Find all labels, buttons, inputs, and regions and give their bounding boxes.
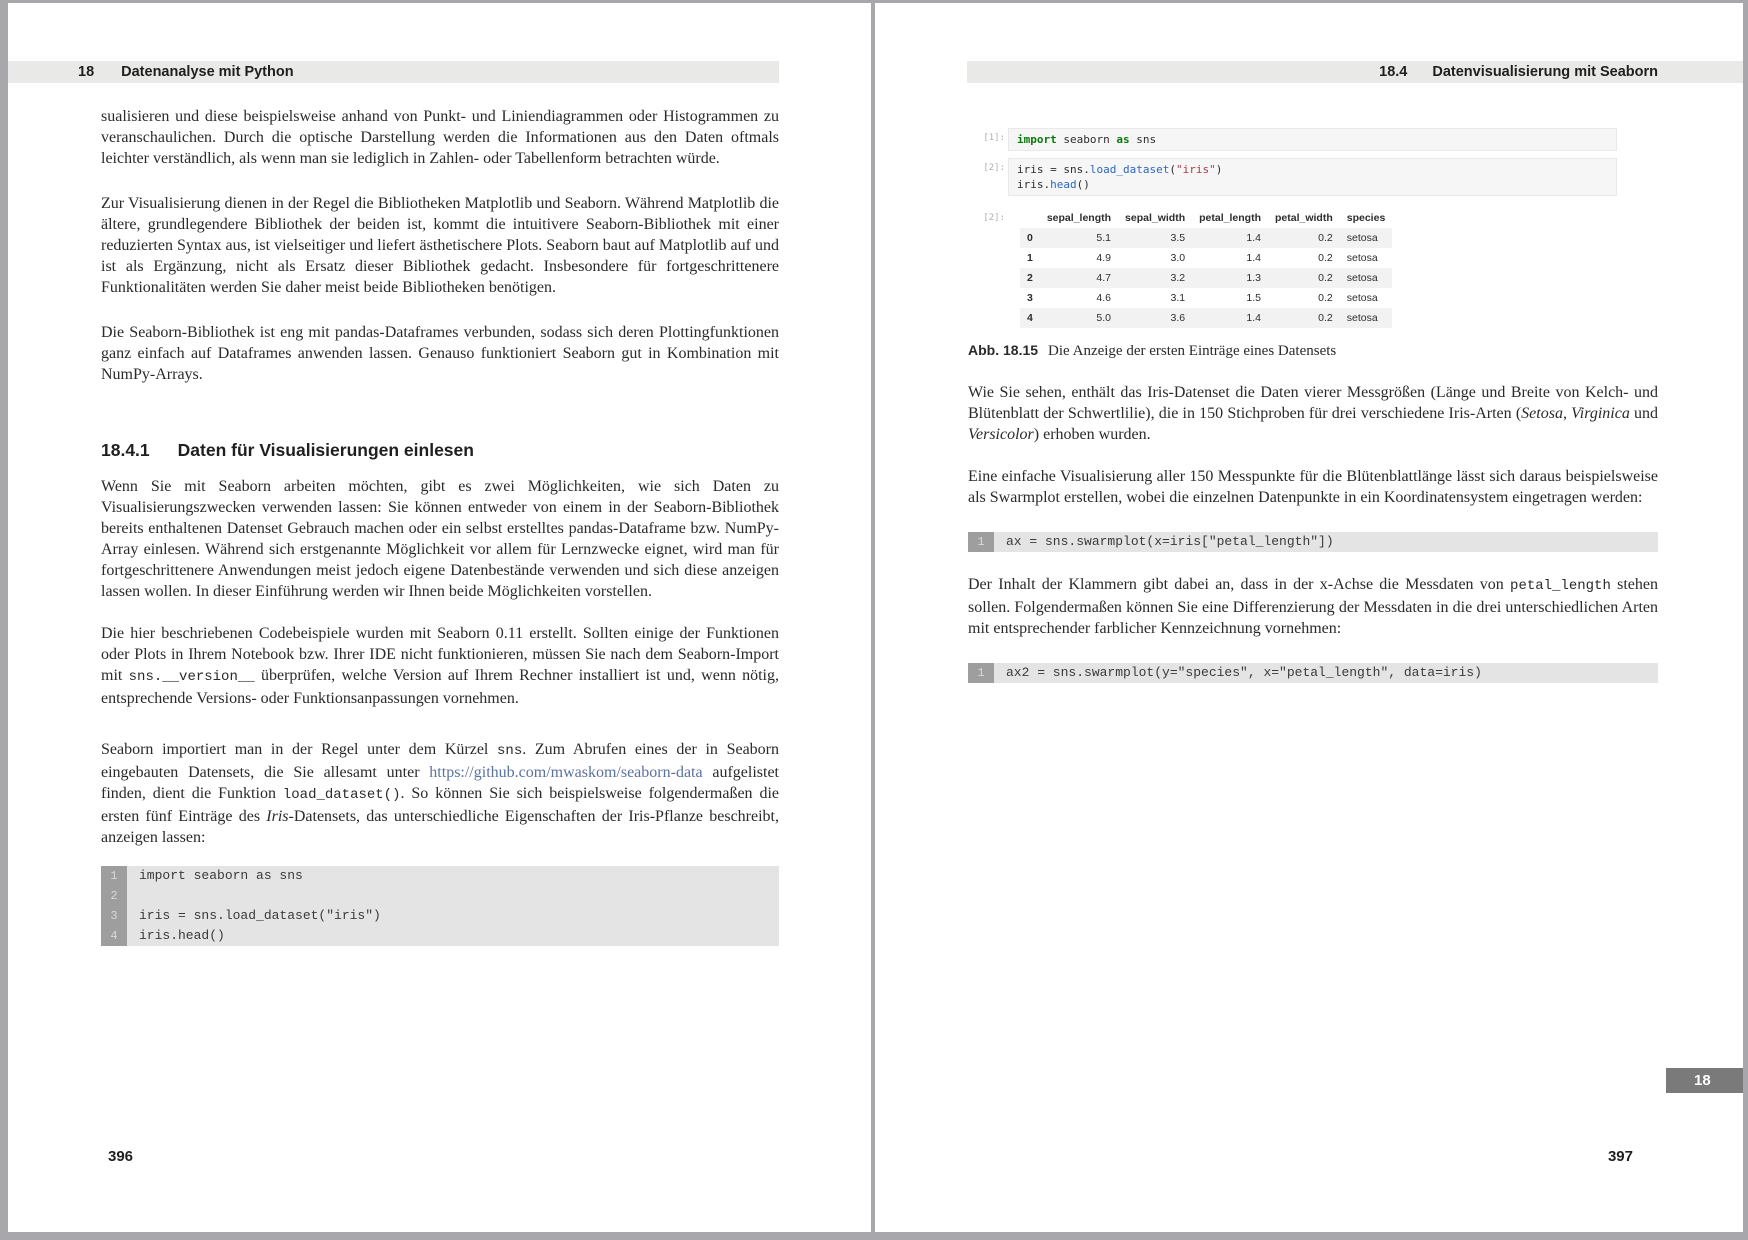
table-row [1020, 228, 1392, 248]
code-listing [101, 866, 779, 946]
column-header: sepal_width [1125, 212, 1186, 224]
table-cell: 1.4 [1246, 232, 1261, 244]
table-cell: 3.5 [1170, 232, 1186, 244]
chapter-title: Datenanalyse mit Python [121, 64, 294, 80]
right-running-header [967, 61, 1743, 83]
table-cell: 0.2 [1318, 252, 1333, 264]
code-cell [1008, 158, 1617, 196]
table-cell: 1.4 [1246, 312, 1261, 324]
column-header: petal_width [1274, 212, 1333, 224]
table-row [1020, 308, 1392, 328]
hyperlink[interactable]: https://github.com/mwaskom/seaborn-data [429, 764, 703, 781]
code-text: iris = sns.load_dataset("iris") [139, 908, 381, 923]
code-line: iris.head() [1017, 178, 1090, 191]
code-line [968, 532, 1658, 552]
code-cell [1008, 128, 1617, 151]
page-number: 397 [1607, 1148, 1633, 1165]
table-cell: setosa [1346, 272, 1378, 284]
output-prompt: [2]: [983, 213, 1005, 223]
left-page [8, 3, 871, 1232]
paragraph: Die Seaborn-Bibliothek ist eng mit pandas-Dataframes verbunden, sodass sich deren Plottingfunktionen ganz einfach auf Dataframes anwenden lassen. Genauso funktioniert Seaborn gut in Kombination mit NumPy-Arrays. [101, 324, 779, 383]
paragraph: Zur Visualisierung dienen in der Regel die Bibliotheken Matplotlib und Seaborn. Während Matplotlib die ältere, grundlegendere Bibliothek der beiden ist, kommt die intuitivere Seaborn-Bibliothek mit einer reduzierten Syntax aus, ist vielseitiger und liefert ästhetischere Plots. Seaborn baut auf Matplotlib auf und ist als Ergänzung, nicht als Ersatz dieser Bibliothek gedacht. Insbesondere für fortgeschrittenere Funktionalitäten werden Sie daher meist beide Bibliotheken benötigen. [101, 195, 779, 296]
code-text [127, 886, 139, 906]
paragraph: Eine einfache Visualisierung aller 150 Messpunkte für die Blütenblattlänge lässt sich daraus beispielsweise als Swarmplot erstellen, wobei die einzelnen Datenpunkte in ein Koordinatensystem eingetragen werden: [968, 468, 1658, 506]
paragraph: Die hier beschriebenen Codebeispiele wurden mit Seaborn 0.11 erstellt. Sollten einige der Funktionen oder Plots in Ihrem Notebook bzw. Ihrer IDE nicht funktionieren, müssen Sie nach dem Seaborn-Import mit sns.__version__ überprüfen, welche Version auf Ihrem Rechner installiert ist und, wenn nötig, entsprechende Versions- oder Funktionsanpassungen vornehmen. [101, 625, 779, 707]
table-cell: setosa [1346, 312, 1378, 324]
section-heading [101, 440, 779, 461]
row-index: 2 [1027, 272, 1033, 284]
table-cell: 1.5 [1246, 292, 1261, 304]
code-text: ax = sns.swarmplot(x=iris["petal_length"]) [1006, 534, 1334, 549]
line-number: 1 [968, 532, 994, 552]
table-row [1020, 288, 1392, 308]
line-number: 1 [968, 663, 994, 683]
dataframe-table [1020, 208, 1392, 328]
table-cell: 0.2 [1318, 272, 1333, 284]
paragraph: Wie Sie sehen, enthält das Iris-Datenset die Daten vierer Messgrößen (Länge und Breite von Kelch- und Blütenblatt der Schwertlilie), die in 150 Stichproben für drei verschiedene Iris-Arten (Setosa, Virginica und Versicolor) erhoben wurden. [968, 384, 1659, 443]
paragraph: Seaborn importiert man in der Regel unter dem Kürzel sns. Zum Abrufen eines der in Seaborn eingebauten Datensets, die Sie allesamt unter https://github.com/mwaskom/seaborn-data aufgelistet finden, dient die Funktion load_dataset(). So können Sie sich beispielsweise folgendermaßen die ersten fünf Einträge des Iris-Datensets, das unterschiedliche Eigenschaften der Iris-Pflanze beschreibt, anzeigen lassen: [101, 741, 780, 846]
line-number: 4 [101, 926, 127, 946]
code-listing [968, 663, 1658, 683]
table-cell: 5.1 [1096, 232, 1112, 244]
table-cell: 4.6 [1096, 292, 1112, 304]
table-header-row [1020, 208, 1392, 228]
table-cell: 3.6 [1170, 312, 1186, 324]
code-text: ax2 = sns.swarmplot(y="species", x="petal_length", data=iris) [1006, 665, 1482, 680]
table-cell: 0.2 [1318, 232, 1333, 244]
code-line [968, 663, 1658, 683]
table-cell: setosa [1346, 252, 1378, 264]
table-cell: 1.3 [1246, 272, 1261, 284]
notebook-output [968, 208, 1658, 328]
row-index: 0 [1027, 232, 1033, 244]
left-text-column [101, 106, 779, 946]
table-cell: 0.2 [1318, 292, 1333, 304]
line-number: 2 [101, 886, 127, 906]
row-index: 1 [1027, 252, 1033, 264]
section-number: 18.4 [1379, 64, 1408, 80]
line-number: 1 [101, 866, 127, 886]
table-cell: 5.0 [1096, 312, 1112, 324]
section-title: Daten für Visualisierungen einlesen [177, 440, 474, 460]
code-listing [968, 532, 1658, 552]
table-cell: 0.2 [1318, 312, 1333, 324]
figure-caption-text: Die Anzeige der ersten Einträge eines Datensets [1048, 343, 1337, 359]
notebook-cell [968, 128, 1658, 151]
paragraph: sualisieren und diese beispielsweise anhand von Punkt- und Liniendiagrammen oder Histogrammen zu veranschaulichen. Durch die optische Darstellung werden die Informationen aus den Daten oftmals leichter verständlich, als wenn man sie lediglich in Zahlen- oder Tabellenform betrachten würde. [101, 108, 779, 167]
column-header: sepal_length [1046, 212, 1112, 224]
figure-label: Abb. 18.15 [968, 342, 1039, 358]
table-cell: 3.2 [1170, 272, 1186, 284]
figure-caption [968, 342, 1658, 360]
column-header: species [1346, 212, 1386, 224]
right-text-column [968, 128, 1658, 705]
notebook-cell [968, 158, 1658, 196]
code-line: iris = sns.load_dataset("iris") [1017, 163, 1223, 176]
code-text: import seaborn as sns [139, 868, 303, 883]
chapter-number: 18 [78, 64, 95, 80]
code-line [101, 866, 779, 886]
code-text: iris.head() [139, 928, 225, 943]
page-number: 396 [108, 1148, 134, 1165]
paragraph: Wenn Sie mit Seaborn arbeiten möchten, gibt es zwei Möglichkeiten, wie sich Daten zu Visualisierungszwecken verwenden lassen: Sie können entweder von einem in der Seaborn-Bibliothek bereits enthaltenen Datenset Gebrauch machen oder ein selbst erstelltes pandas-Dataframe bzw. NumPy-Array einlesen. Während sich erstgenannte Möglichkeit vor allem für Lernzwecke eignet, wird man für fortgeschrittenere Anwendungen meist jedoch eigene Datenbestände verwenden und sich diese anzeigen lassen wollen. In dieser Einführung werden wir Ihnen beide Möglichkeiten vorstellen. [101, 478, 779, 600]
table-cell: 1.4 [1246, 252, 1261, 264]
line-number: 3 [101, 906, 127, 926]
table-row [1020, 268, 1392, 288]
table-cell: 4.7 [1096, 272, 1112, 284]
right-page [875, 3, 1743, 1232]
table-cell: setosa [1346, 232, 1378, 244]
left-running-header [8, 61, 779, 83]
input-prompt: [1]: [983, 133, 1005, 143]
section-title: Datenvisualisierung mit Seaborn [1432, 64, 1658, 80]
table-cell: setosa [1346, 292, 1378, 304]
row-index: 3 [1027, 292, 1033, 304]
table-cell: 4.9 [1096, 252, 1112, 264]
row-index: 4 [1027, 312, 1033, 324]
column-header: petal_length [1199, 212, 1261, 224]
chapter-tab: 18 [1666, 1068, 1743, 1093]
code-line [101, 906, 779, 926]
table-cell: 3.1 [1170, 292, 1186, 304]
notebook-screenshot [968, 128, 1658, 328]
code-line: import seaborn as sns [1017, 133, 1157, 146]
column-header [1020, 208, 1040, 228]
table-row [1020, 248, 1392, 268]
input-prompt: [2]: [983, 163, 1005, 173]
code-line [101, 926, 779, 946]
paragraph: Der Inhalt der Klammern gibt dabei an, dass in der x-Achse die Messdaten von petal_length stehen sollen. Folgendermaßen können Sie eine Differenzierung der Messdaten in die drei unterschiedlichen Arten mit entsprechender farblicher Kennzeichnung vornehmen: [968, 576, 1659, 637]
section-number: 18.4.1 [101, 440, 150, 460]
table-cell: 3.0 [1170, 252, 1186, 264]
code-line [101, 886, 779, 906]
